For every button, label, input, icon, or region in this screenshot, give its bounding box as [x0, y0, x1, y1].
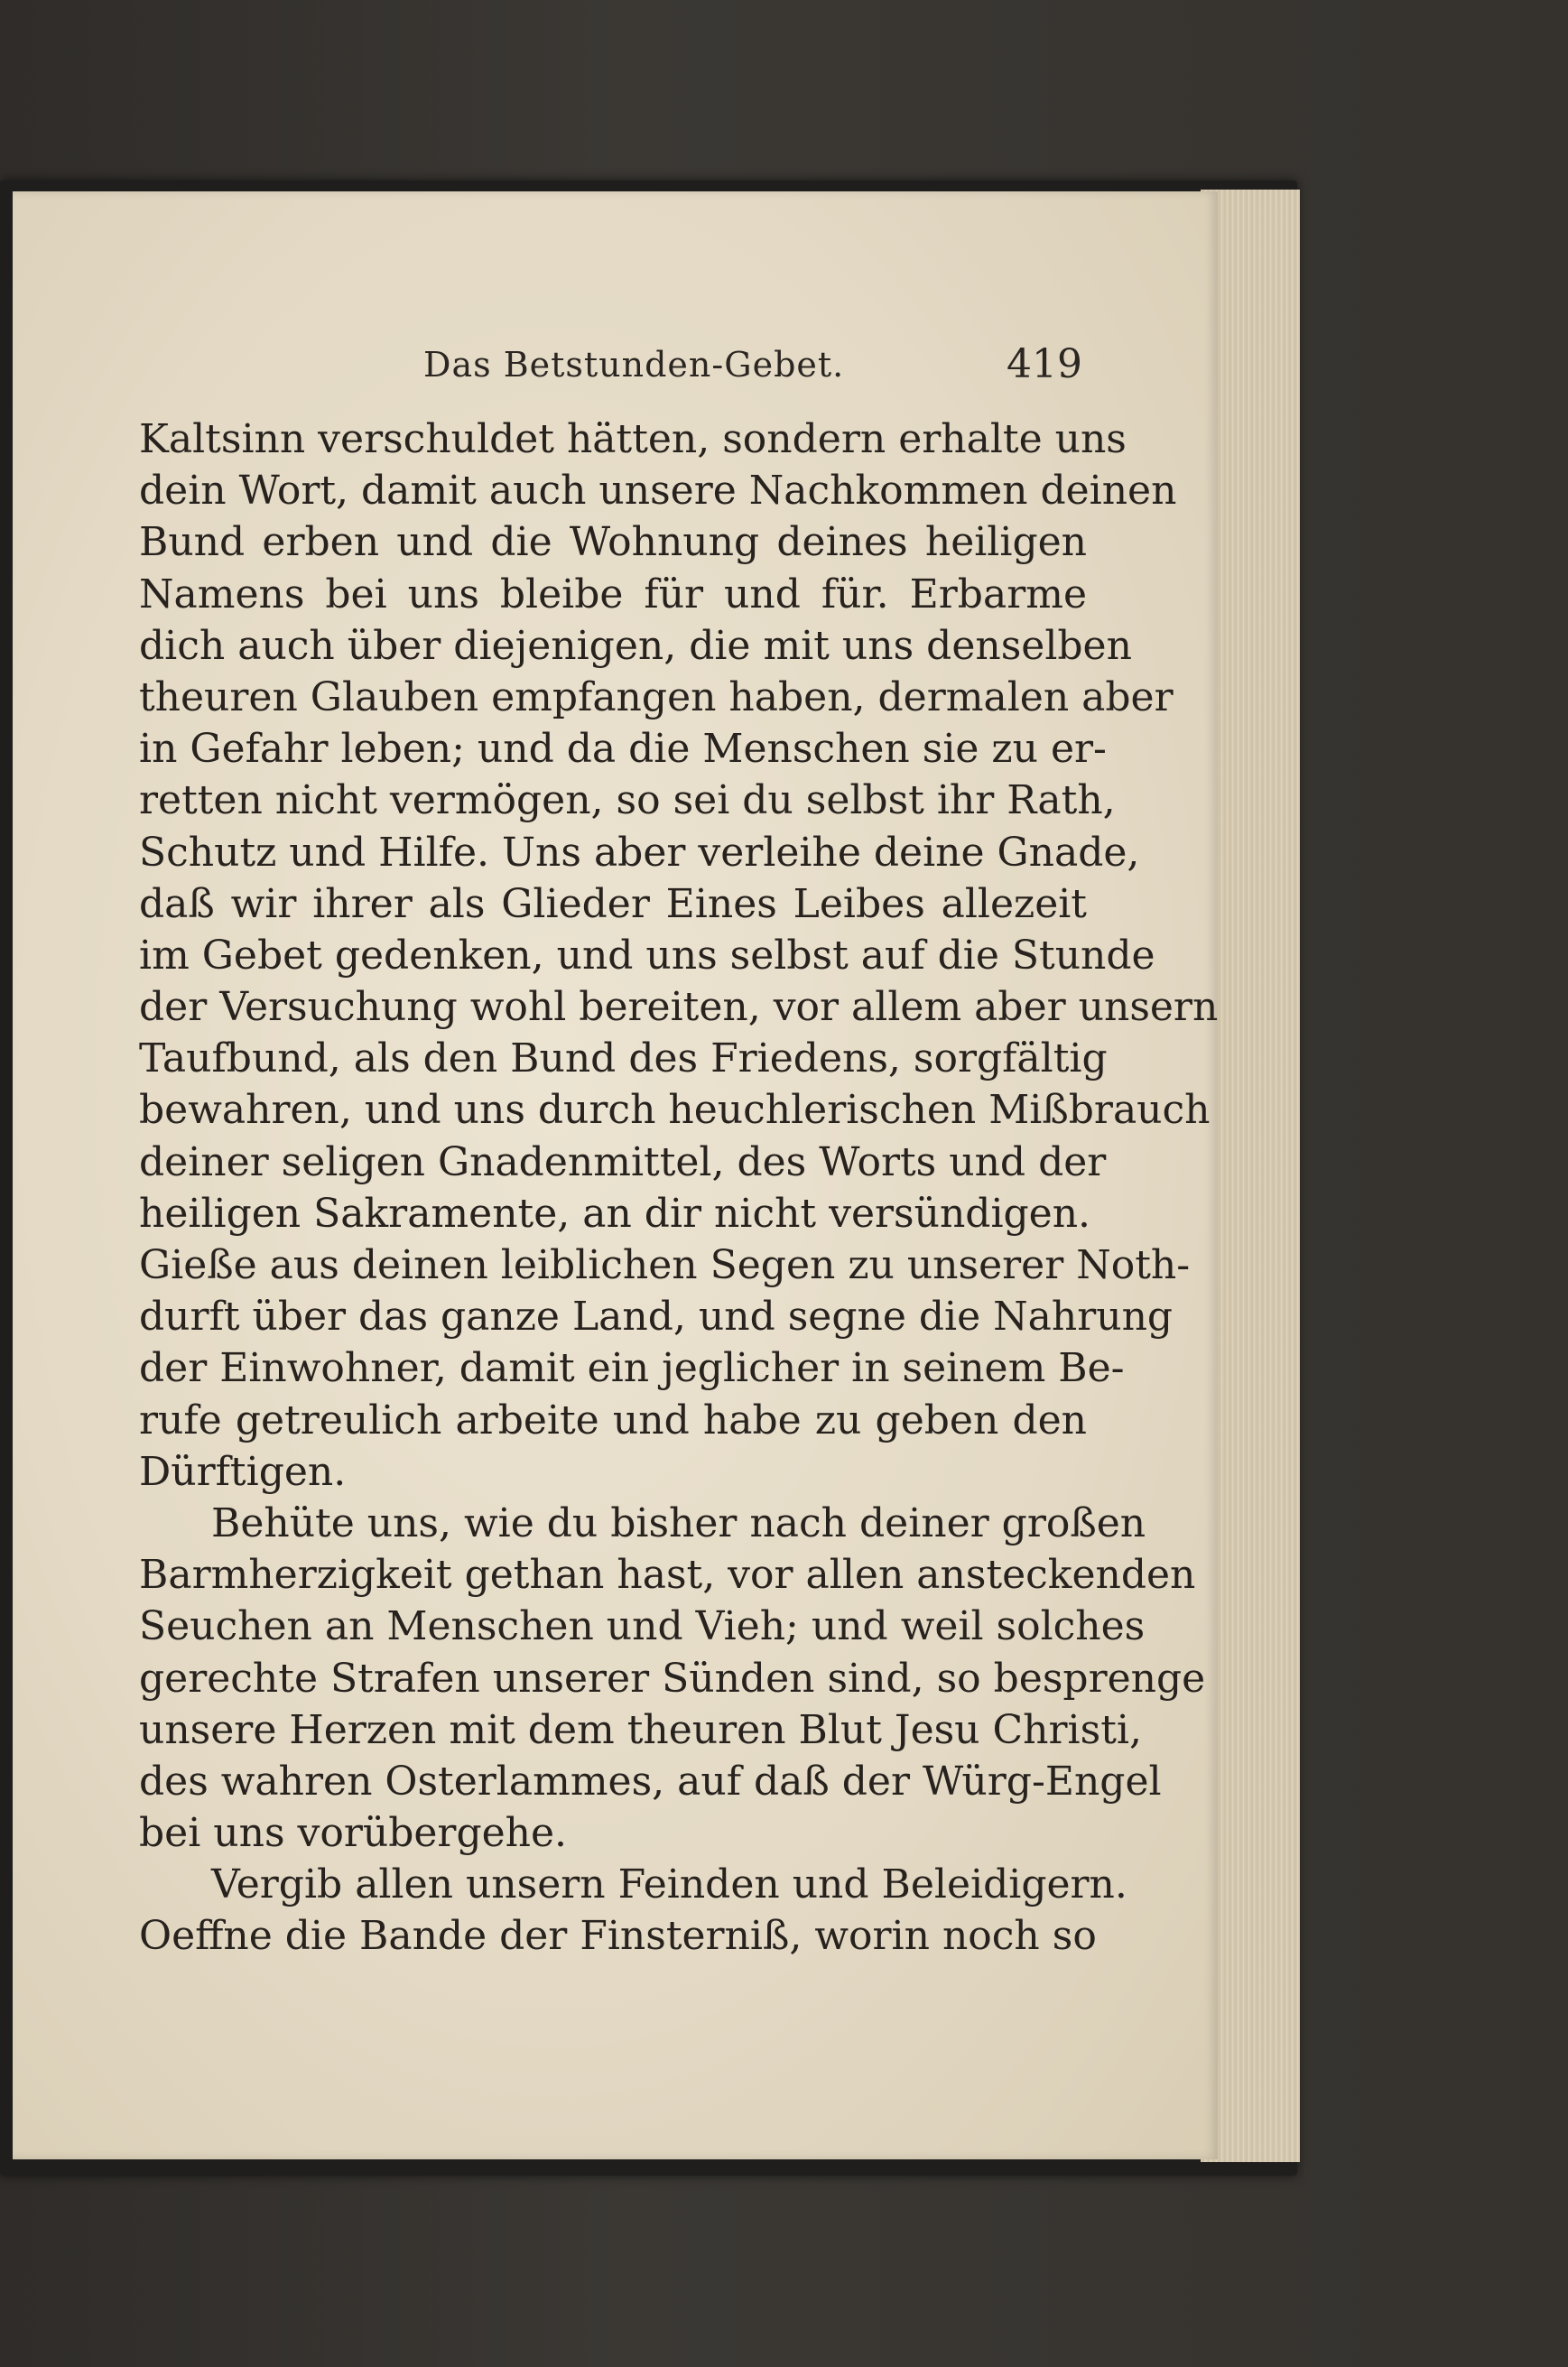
text-line: Namens bei uns bleibe für und für. Erbarme: [139, 571, 1087, 617]
text-line: Barmherzigkeit gethan hast, vor allen ansteckenden: [139, 1552, 1196, 1599]
text-line: dich auch über diejenigen, die mit uns denselben: [139, 622, 1132, 669]
text-line: im Gebet gedenken, und uns selbst auf die Stunde: [139, 932, 1155, 979]
text-line: des wahren Osterlammes, auf daß der Würg-Engel: [139, 1758, 1162, 1805]
text-line: Taufbund, als den Bund des Friedens, sorgfältig: [139, 1035, 1108, 1082]
text-line: Seuchen an Menschen und Vieh; und weil solches: [139, 1603, 1146, 1650]
text-line: Behüte uns, wie du bisher nach deiner großen: [211, 1499, 1146, 1546]
text-line: deiner seligen Gnadenmittel, des Worts und der: [139, 1138, 1107, 1185]
text-line: Schutz und Hilfe. Uns aber verleihe deine Gnade,: [139, 829, 1140, 876]
text-line: bewahren, und uns durch heuchlerischen Mißbrauch: [139, 1087, 1211, 1134]
text-line: retten nicht vermögen, so sei du selbst ihr Rath,: [139, 777, 1116, 824]
text-line: Kaltsinn verschuldet hätten, sondern erhalte uns: [139, 416, 1127, 462]
text-line: gerechte Strafen unserer Sünden sind, so besprenge: [139, 1655, 1206, 1702]
text-line: Gieße aus deinen leiblichen Segen zu unserer Noth-: [139, 1242, 1191, 1288]
running-title: Das Betstunden-Gebet.: [423, 345, 845, 385]
body-text: [139, 413, 1219, 1963]
text-line: bei uns vorübergehe.: [139, 1810, 568, 1857]
text-line: unsere Herzen mit dem theuren Blut Jesu Christi,: [139, 1706, 1142, 1753]
page-number: 419: [1007, 341, 1082, 387]
text-line: Vergib allen unsern Feinden und Beleidigern.: [211, 1861, 1127, 1908]
text-line: durft über das ganze Land, und segne die Nahrung: [139, 1294, 1174, 1341]
book-page: [13, 191, 1218, 2159]
text-line: daß wir ihrer als Glieder Eines Leibes allezeit: [139, 880, 1087, 927]
text-line: der Einwohner, damit ein jeglicher in seinem Be-: [139, 1345, 1125, 1392]
text-line: Bund erben und die Wohnung deines heiligen: [139, 519, 1087, 566]
text-line: heiligen Sakramente, an dir nicht versündigen.: [139, 1190, 1091, 1237]
text-line: dein Wort, damit auch unsere Nachkommen deinen: [139, 468, 1177, 515]
text-line: rufe getreulich arbeite und habe zu geben den: [139, 1397, 1087, 1443]
text-line: Oeffne die Bande der Finsterniß, worin noch so: [139, 1913, 1097, 1960]
page-header: [139, 341, 1082, 399]
text-line: der Versuchung wohl bereiten, vor allem aber unsern: [139, 984, 1219, 1031]
text-line: in Gefahr leben; und da die Menschen sie zu er-: [139, 726, 1107, 773]
text-line: theuren Glauben empfangen haben, dermalen aber: [139, 673, 1174, 720]
text-line: Dürftigen.: [139, 1448, 347, 1495]
